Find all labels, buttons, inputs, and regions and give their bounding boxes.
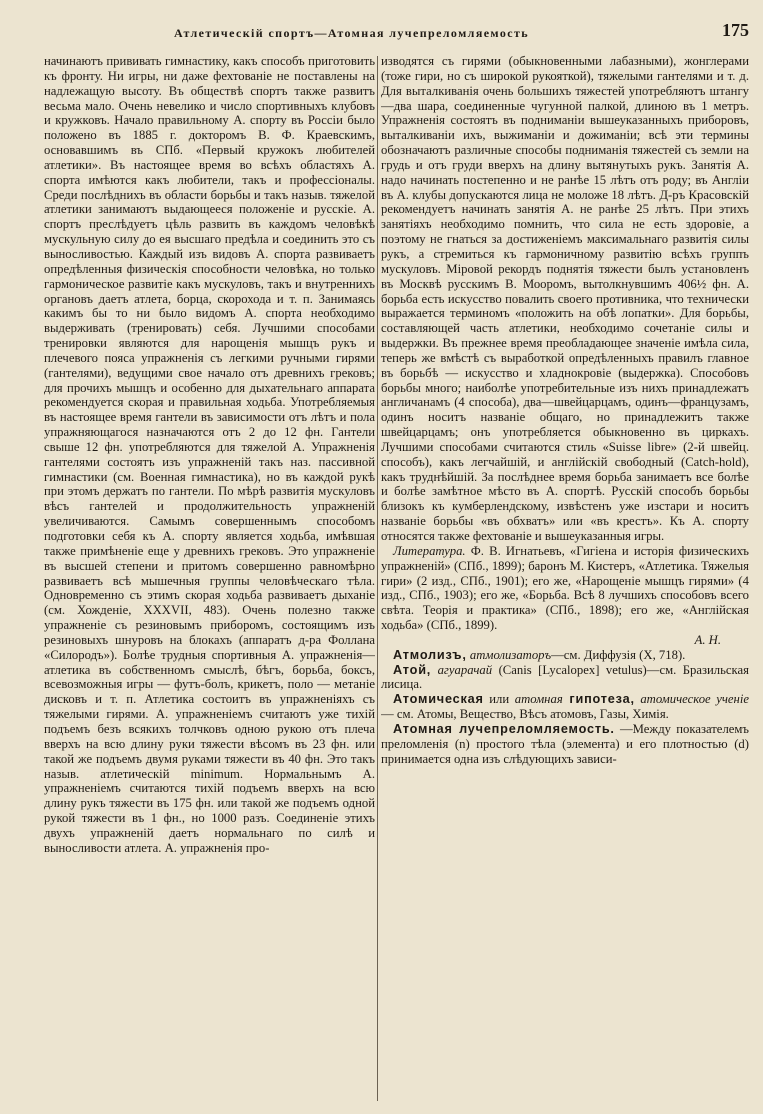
text-columns [44,54,749,1104]
entry-body: —Между показателемъ преломленія (n) простого тѣла (элемента) и его плотностью (d) принимается одна изъ слѣдующихъ зависи- [381,721,749,766]
entry-variant: агуарачай [431,662,493,677]
entry-variant: атмолизаторъ [466,647,552,662]
right-column [381,54,749,1104]
running-title: Атлетическій спортъ—Атомная лучепреломляемость [174,26,530,40]
column-divider [377,56,378,1101]
entry-body: — см. Атомы, Вещество, Вѣсъ атомовъ, Газы, Химія. [381,707,669,722]
literature-label: Литература. [393,543,466,558]
entry-atmolizis [381,648,749,663]
page-number: 175 [722,20,749,40]
entry-headword: Атомическая [393,692,484,707]
entry-headword: Атомная лучепреломляемость. [393,721,615,736]
literature-text: Ф. В. Игнатьевъ, «Гигіена и исторія физическихъ упражненій» (СПб., 1899); баронъ М. Кистеръ, «Атлетика. Тяжелыя гири» (2 изд., СПб., 1901); его же, «Нарощеніе мышцъ гирями» (4 изд., СПб., 1903); его же, «Борьба. Всѣ 8 лучшихъ способовъ всего свѣта. Теорія и практика» (СПб., 1898); его же, «Англійская ходьба» (СПб., 1899). [381,543,749,633]
entry-atomic-hypothesis [381,692,749,722]
literature-paragraph [381,544,749,648]
entry-body: —см. Диффузія (X, 718). [551,647,686,662]
entry-variant: атомная [514,692,563,707]
left-column [44,54,375,1104]
entry-connector: или [483,692,515,707]
entry-headword: Атмолизъ, [393,647,467,662]
left-column-text: начинаютъ прививать гимнастику, какъ способъ приготовить къ фронту. Ни игры, ни даже фехтованіе не поставлены на надлежащую высоту. Въ обществѣ спортъ также развитъ весьма мало. Очень невелико и число спортивныхъ клубовъ и кружковъ. Начало правильному А. спорту въ Россіи было положено въ 1885 г. докторомъ В. Ф. Краевскимъ, основавшимъ въ СПб. «Первый кружокъ любителей атлетики». Въ настоящее время во всѣхъ областяхъ А. спорта имѣются какъ любители, такъ и профессіоналы. Среди послѣднихъ въ области борьбы и такъ назыв. тяжелой атлетики занимаютъ выдающееся положеніе и русскіе. А. спортъ преслѣдуетъ цѣль развить въ каждомъ человѣкѣ мускульную силу до ея высшаго предѣла и соединить это съ выносливостью. Каждый изъ видовъ А. спорта развиваетъ опредѣленныя физическія способности человѣка, но только гармоническое развитіе какъ мускуловъ, такъ и внутреннихъ органовъ даетъ атлета, борца, скорохода и т. п. Занимаясь какимъ бы то ни было видомъ А. спорта необходимо выдерживать (тренировать) себя. Лучшими способами тренировки являются для нарощенія мышцъ рукъ и плечевого пояса упражненія съ легкими ручными гирями (гантелями), ведущими свое начало отъ древнихъ грековъ; для прочихъ мышцъ и особенно для дыхательнаго аппарата рекомендуется скорая и правильная ходьба. Употребляемыя въ настоящее время гантели въ зависимости отъ лѣтъ и пола упражняющагося назначаются отъ 2 до 12 фн. Гантели свыше 12 фн. употребляются для тяжелой А. Упражненія гантелями состоятъ изъ упражненій такъ наз. пассивной гимнастики (см. Военная гимнастика), но въ каждой рукѣ при этомъ держатъ по гантели. По мѣрѣ развитія мускуловъ вѣсъ гантелей и продолжительность упражненій увеличиваются. Самымъ совершеннымъ способомъ подготовки себя къ А. спорту является ходьба, имѣвшая также примѣненіе еще у древнихъ грековъ. Это упражненіе въ высшей степени и притомъ совершенно равномѣрно развиваетъ всѣ мышечныя группы человѣческаго тѣла. Одновременно съ этимъ скорая ходьба развиваетъ дыханіе (см. Хожденіе, XXXVII, 483). Очень полезно также упражненіе съ резиновымъ приборомъ, состоящимъ изъ резиновыхъ шнуровъ на блокахъ (аппаратъ д-ра Фоллана «Силородъ»). Болѣе трудныя спортивныя А. упражненія—атлетика въ собственномъ смыслѣ, бѣгъ, борьба, боксъ, всевозможныя игры — футъ-болъ, крикетъ, поло — метаніе дисковъ и т. п. Атлетика состоитъ въ упражненіяхъ съ тяжелыми гирями. А. упражненіемъ считаютъ уже тихій подъемъ безъ всякихъ толчковъ одною рукою отъ плеча вверхъ на всю длину руки тяжести вѣсомъ въ 23 фн. или такой же подъемъ двумя руками тяжести въ 40 фн. Это такъ назыв. атлетическій minimum. Нормальнымъ А. упражненіемъ считаются тихій подъемъ вверхъ на всю длину рукъ тяжести въ 175 фн. или такой же подъемъ одной рукой тяжести въ 1 фн., но 1000 разъ. Соединеніе этихъ двухъ упражненій даетъ нормальнаго по силѣ и выносливости атлета. А. упражненія про- [44,54,375,855]
entry-atomic-refraction [381,722,749,767]
entry-headword-cont: гипотеза, [562,692,635,707]
literature-signature: А. Н. [694,632,721,647]
running-header [44,20,749,46]
entry-atoi [381,663,749,693]
right-column-main-text: изводятся съ гирями (обыкновенными лабазными), жонглерами (тоже гири, но съ широкой рукояткой), тяжелыми гантелями и т. д. Для выталкиванія очень большихъ тяжестей употребляютъ штангу—два шара, соединенные чугунной палкой, длиною въ 1 метръ. Упражненія состоятъ въ подниманіи вышеуказанныхъ приборовъ, выталкиваніи ихъ, выжиманіи и дожиманіи; всѣ эти термины обозначаютъ различные способы подниманія тяжестей съ земли на грудь и отъ груди вверхъ на длину вытянутыхъ рукъ. Занятія А. надо начинать постепенно и не ранѣе 15 лѣтъ отъ роду; въ Англіи въ А. клубы допускаются лица не моложе 18 лѣтъ. Д-ръ Красовскій рекомендуетъ начинать занятія А. не ранѣе 25 лѣтъ. При этихъ занятіяхъ необходимо помнить, что сила не есть здоровіе, а поэтому не гнаться за достиженіемъ максимальнаго развитія силы рукъ, а стремиться къ гармоничному развитію всѣхъ группъ мускуловъ. Міровой рекордъ поднятія тяжести былъ установленъ въ Москвѣ русскимъ В. Мооромъ, вытолкнувшимъ 406½ фн. А. борьба есть искусство повалить своего противника, что технически выражается терминомъ «положить на обѣ лопатки». Для борьбы, составляющей часть атлетики, необходимо сочетаніе силы и выдержки. Въ прежнее время преобладающее значеніе имѣла сила, теперь же вмѣстѣ съ выработкой опредѣленныхъ правилъ главное въ борьбѣ — искусство и хладнокровіе (выдержка). Способовъ борьбы много; наиболѣе употребительные изъ нихъ принадлежатъ англичанамъ (4 способа), два—швейцарцамъ, одинъ—французамъ, одинъ носитъ названіе общаго, но принадлежитъ также швейцарцамъ; онъ употребляется обыкновенно въ циркахъ. Лучшими способами считаются стиль «Suisse libre» (2-й швейц. способъ), какъ легчайшій, и англійскій свободный (Catch-hold), какъ труднѣйшій. За послѣднее время борьба занимаетъ все болѣе и болѣе замѣтное мѣсто въ А. спортѣ. Русскій способъ борьбы близокъ къ кумберлендскому, извѣстенъ уже изстари и носитъ названіе борьбы «въ обхватъ» или «въ крестъ». Къ А. спорту относятся также фехтованіе и вышеуказанныя игры. [381,54,749,543]
entry-headword: Атой, [393,662,432,677]
entry-variant-2: атомическое ученіе [634,692,749,707]
entry-body: (Canis [Lycalopex] vetulus)—см. Бразильская лисица. [381,662,749,692]
